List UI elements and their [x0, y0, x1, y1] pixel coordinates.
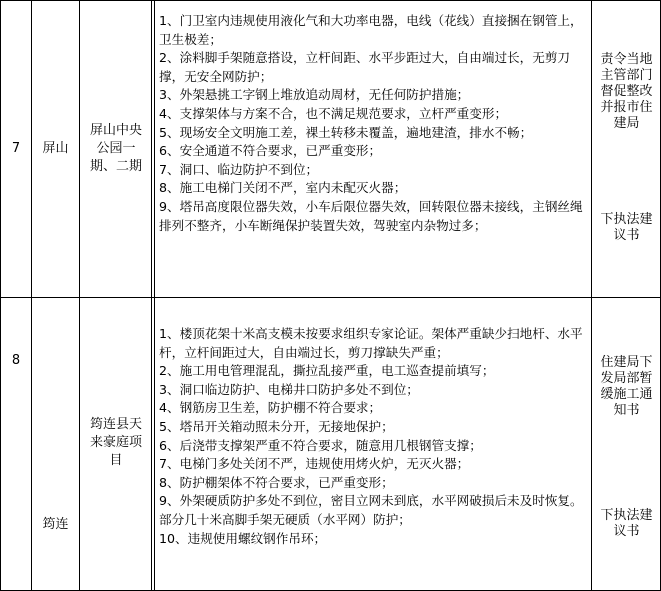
region-cell: 筠连: [42, 517, 69, 532]
issue-item: 1、楼顶花架十米高支模未按要求组织专家论证。架体严重缺少扫地杆、水平杆，立杆间距过大，自由端过长，剪刀撑缺失严重；: [159, 326, 583, 360]
issue-item: 7、洞口、临边防护不到位；: [159, 161, 319, 177]
issue-item: 1、门卫室内违规使用液化气和大功率电器，电线（花线）直接捆在钢管上，卫生极差；: [159, 13, 583, 47]
action-cell: [600, 52, 653, 132]
action-text: 住建局下发局部暂缓施工通知书: [600, 355, 653, 418]
col-divider-3: [151, 0, 152, 591]
issue-item: 7、电梯门多处关闭不严，违规使用烤火炉，无灭火器；: [159, 456, 470, 472]
issue-item: 8、防护棚架体不符合要求，已严重变形；: [159, 474, 394, 490]
issue-item: 9、外架硬质防护多处不到位，密目立网未到底，水平网破损后未及时恢复。部分几十米高脚手架无硬质（水平网）防护；: [159, 493, 583, 527]
issue-item: 5、塔吊开关箱动照未分开，无接地保护；: [159, 418, 394, 434]
issue-list: [159, 325, 588, 548]
issue-item: 6、安全通道不符合要求，已严重变形；: [159, 143, 382, 159]
col-divider-4: [591, 0, 592, 591]
row-index: 8: [11, 352, 21, 368]
issue-item: 4、钢筋房卫生差，防护棚不符合要求；: [159, 400, 382, 416]
issue-item: 4、支撑架体与方案不合，也不满足规范要求，立杆严重变形；: [159, 105, 508, 121]
issue-item: 6、后浇带支撑架严重不符合要求，随意用几根钢管支撑；: [159, 437, 482, 453]
action-text: 下执法建议书: [600, 508, 653, 539]
project-name: 屏山中央公园一期、二期: [89, 123, 142, 174]
issue-list: [159, 12, 588, 235]
action-cell: [600, 212, 653, 244]
issue-item: 10、违规使用螺纹钢作吊环；: [159, 530, 327, 546]
issue-item: 2、施工用电管理混乱，撕拉乱接严重，电工巡查提前填写；: [159, 363, 495, 379]
issue-item: 2、涂料脚手架随意搭设，立杆间距、水平步距过大，自由端过长，无剪刀撑，无安全网防护；: [159, 50, 571, 84]
action-cell: [600, 508, 653, 540]
row-index: 7: [11, 141, 21, 156]
action-text: 责令当地主管部门督促整改并报市住建局: [600, 52, 653, 131]
issue-item: 3、洞口临边防护、电梯井口防护多处不到位；: [159, 381, 419, 397]
region-cell: 屏山: [42, 141, 69, 156]
action-cell: [600, 355, 653, 419]
project-name: 筠连县天来豪庭项目: [89, 417, 142, 468]
issue-item: 5、现场安全文明施工差，裸土转移未覆盖，遍地建渣，排水不畅；: [159, 124, 533, 140]
action-text: 下执法建议书: [600, 212, 653, 243]
issue-item: 3、外架悬挑工字钢上堆放追动周材，无任何防护措施；: [159, 87, 470, 103]
col-divider-2: [79, 0, 80, 591]
issue-item: 9、塔吊高度限位器失效，小车后限位器失效，回转限位器未接线，主钢丝绳排列不整齐，小车断绳保护装置失效，驾驶室内杂物过多；: [159, 198, 583, 233]
issue-item: 8、施工电梯门关闭不严，室内未配灭火器；: [159, 180, 407, 196]
col-divider-3b: [154, 0, 155, 591]
